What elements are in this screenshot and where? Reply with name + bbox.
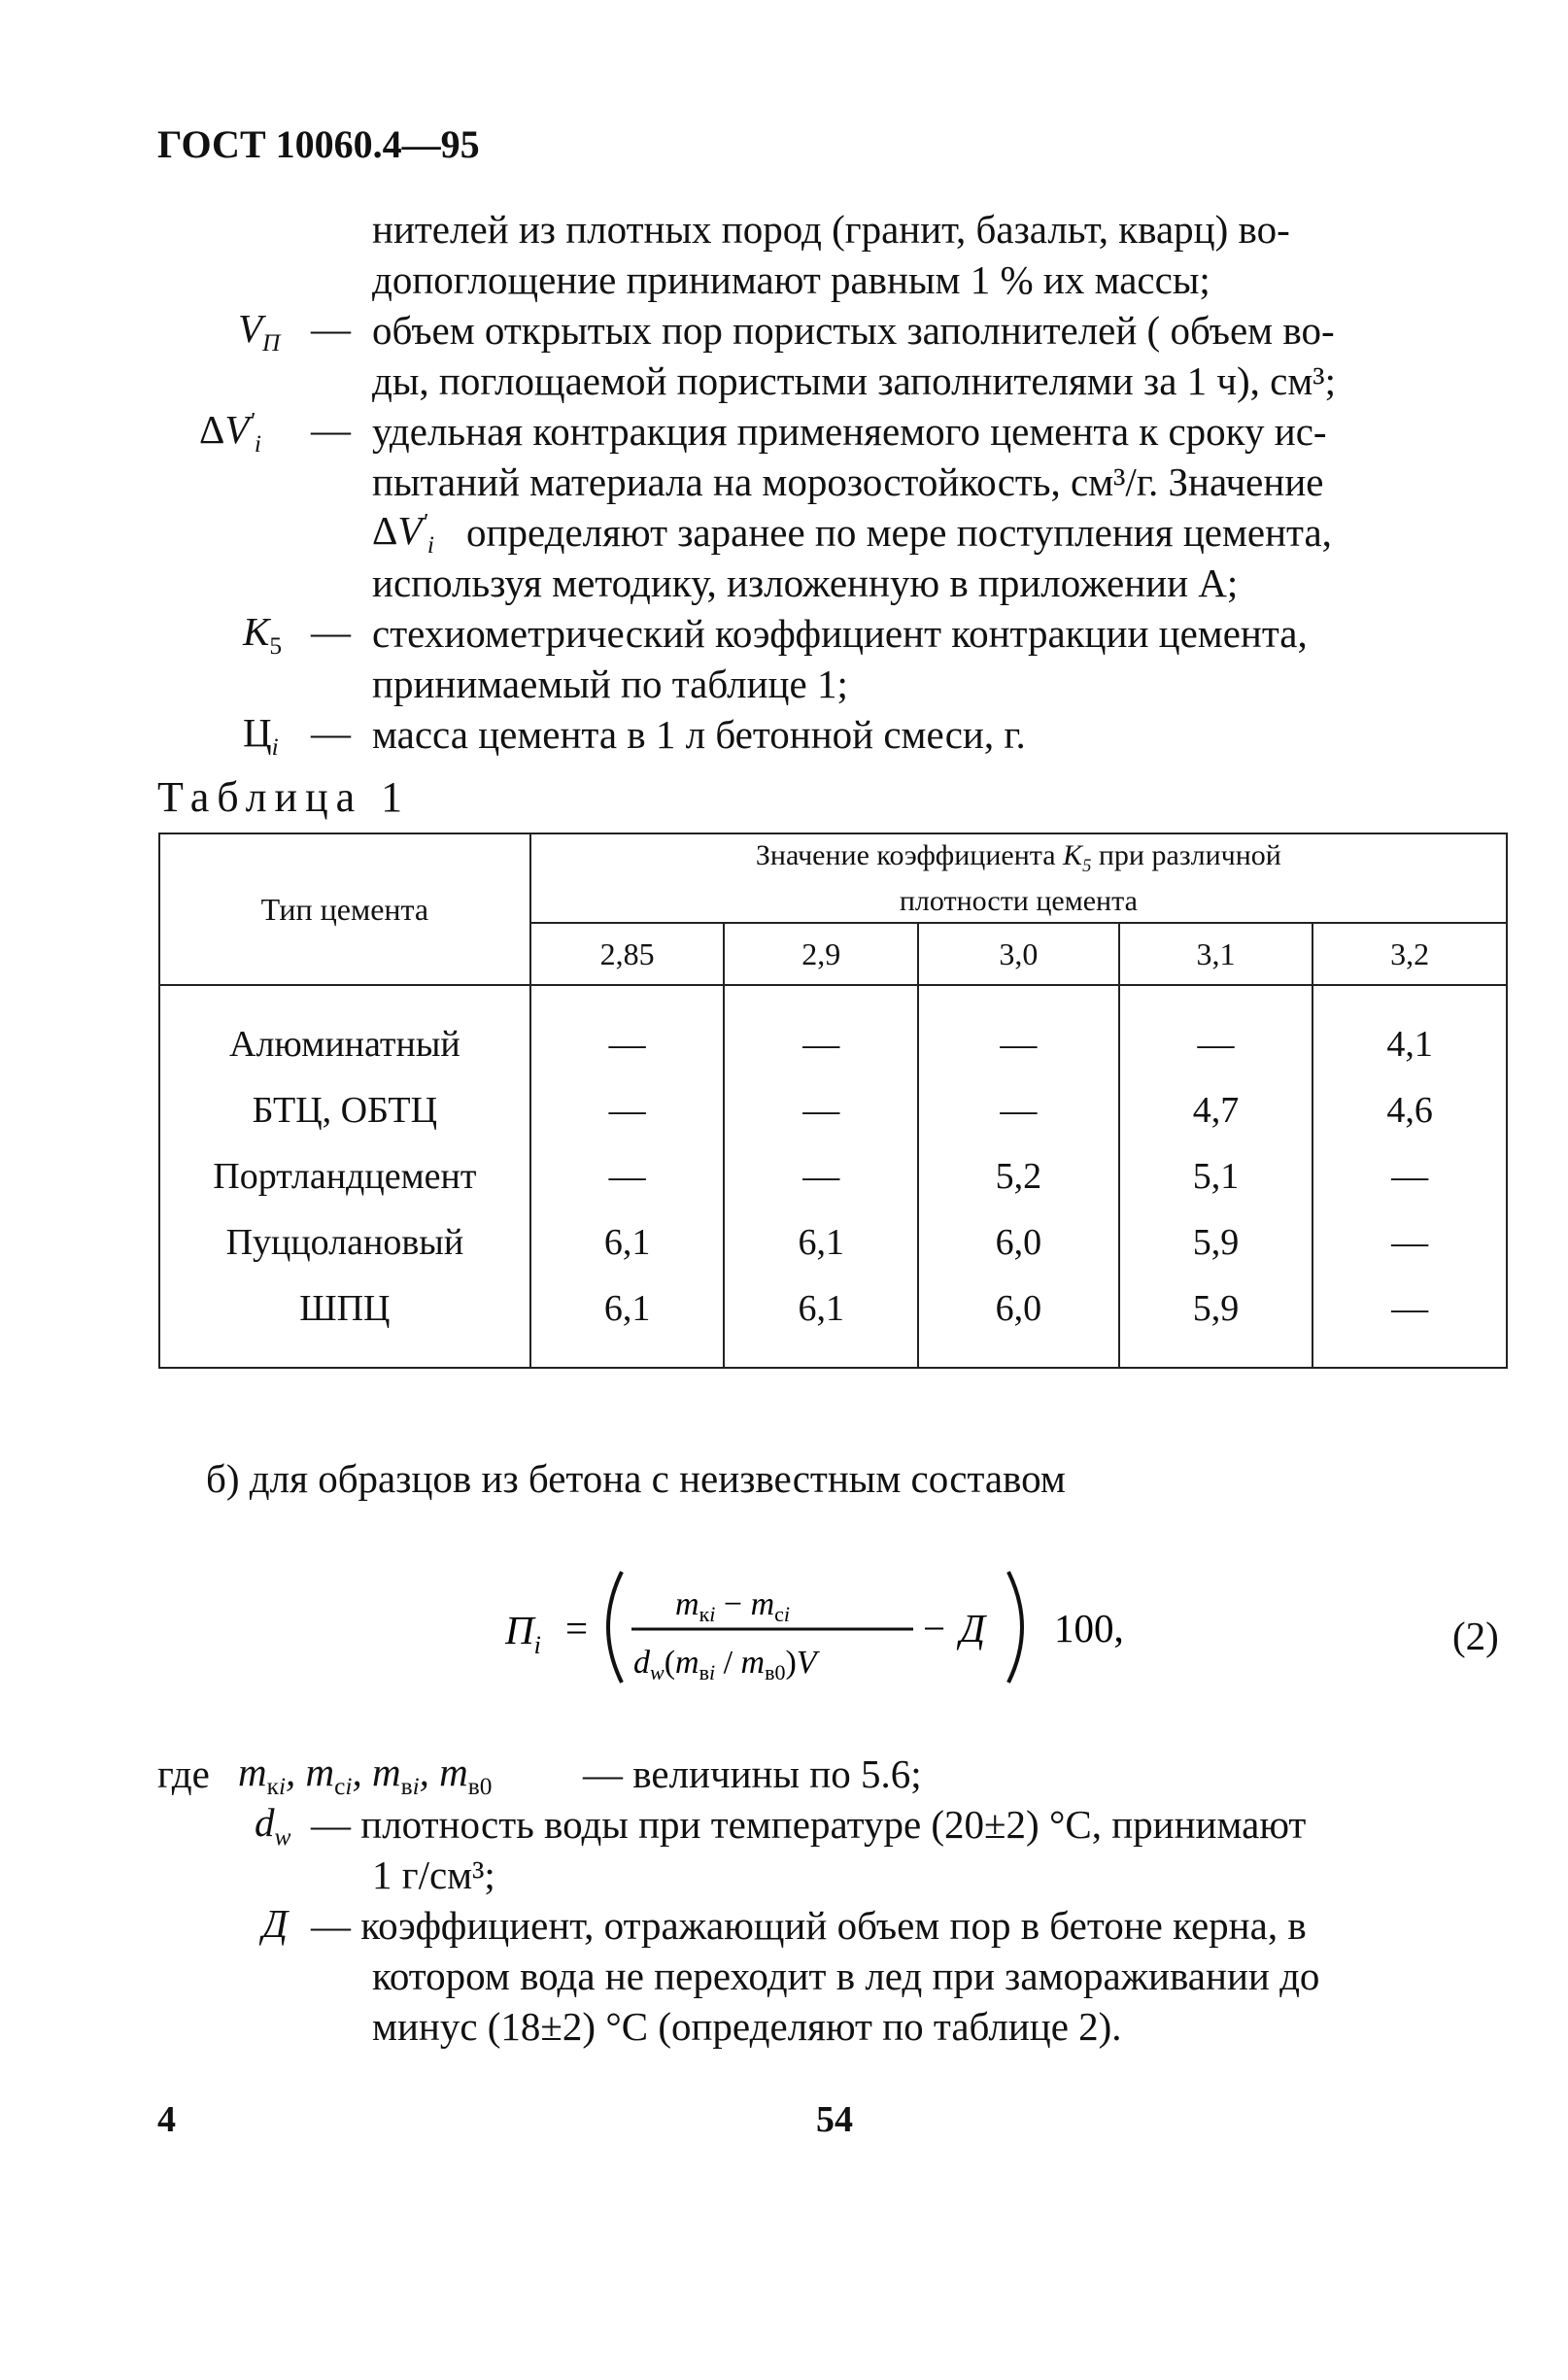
table-row	[159, 985, 1507, 1077]
cement-type: БТЦ, ОБТЦ	[159, 1077, 530, 1143]
vp-line-2: ды, поглощаемой пористыми заполнителями за 1 ч), см³;	[372, 358, 1336, 403]
formula-factor: 100,	[1054, 1606, 1124, 1650]
table-cell: —	[918, 1077, 1119, 1143]
table-cell: —	[1312, 1143, 1507, 1209]
table-cell: —	[724, 1077, 918, 1143]
d-line-1: — коэффициент, отражающий объем пор в бетоне керна, в	[311, 1903, 1307, 1948]
dv-dash: —	[311, 407, 351, 452]
dv-line-3: определяют заранее по мере поступления цемента,	[466, 510, 1332, 555]
dv-line-1: удельная контракция применяемого цемента к сроку ис-	[372, 409, 1327, 454]
page-number-left: 4	[157, 2099, 176, 2140]
table-header-type: Тип цемента	[159, 833, 530, 985]
cement-type: Алюминатный	[159, 985, 530, 1077]
d-line-2: котором вода не переходит в лед при замораживании до	[372, 1954, 1320, 1998]
cement-type: Портландцемент	[159, 1143, 530, 1209]
dw-line-2: 1 г/см³;	[372, 1853, 495, 1897]
table-cell: —	[1312, 1275, 1507, 1368]
vp-dash: —	[311, 306, 351, 351]
cement-type: Пуццолановый	[159, 1209, 530, 1275]
dw-line-1: — плотность воды при температуре (20±2) °C, принимают	[311, 1802, 1307, 1847]
table-row	[159, 1077, 1507, 1143]
table-cell: —	[724, 1143, 918, 1209]
group-header-text-1: Значение коэффициента	[755, 838, 1056, 871]
where-variables: $m_{кi}$, $m_{сi}$, $m_{вi}$, $m_{в0}$	[238, 1750, 493, 1801]
page-number-center: 54	[816, 2099, 853, 2140]
vp-line-1: объем открытых пор пористых заполнителей ( объем во-	[372, 308, 1335, 353]
table-header-group	[530, 833, 1507, 923]
symbol-delta-v-inline: $\Delta V'_i$	[372, 508, 434, 560]
ci-line-1: масса цемента в 1 л бетонной смеси, г.	[372, 712, 1026, 757]
group-header-text-3: плотности цемента	[899, 884, 1138, 917]
continuation-line-2: допоглощение принимают равным 1 % их массы;	[372, 257, 1210, 302]
density-header: 3,0	[918, 923, 1119, 985]
dv-line-2: пытаний материала на морозостойкость, см³/г. Значение	[372, 459, 1324, 504]
table-cell: —	[1119, 985, 1313, 1077]
cement-type: ШПЦ	[159, 1275, 530, 1368]
formula-equals: =	[565, 1606, 589, 1650]
table-title: Таблица 1	[157, 773, 411, 821]
table-cell: 5,2	[918, 1143, 1119, 1209]
where-lead: где	[157, 1751, 210, 1796]
formula-2	[505, 1564, 1185, 1690]
density-header: 2,9	[724, 923, 918, 985]
d-line-3: минус (18±2) °C (определяют по таблице 2).	[372, 2004, 1122, 2049]
table-cell: 4,1	[1312, 985, 1507, 1077]
table-cell: 4,6	[1312, 1077, 1507, 1143]
table-cell: —	[530, 985, 725, 1077]
table-cell: 5,1	[1119, 1143, 1313, 1209]
symbol-dw: $d_w$	[255, 1800, 291, 1852]
document-header: ГОСТ 10060.4—95	[157, 122, 480, 166]
right-paren	[1008, 1572, 1022, 1683]
table-cell: 4,7	[1119, 1077, 1313, 1143]
table-cell: 6,1	[530, 1275, 725, 1368]
where-vars-text: — величины по 5.6;	[583, 1751, 922, 1796]
left-paren	[608, 1572, 622, 1683]
symbol-d: Д	[262, 1901, 289, 1946]
symbol-k5: $K_5$	[243, 609, 283, 661]
symbol-ci: $Ц_i$	[243, 710, 279, 762]
table-cell: 6,0	[918, 1209, 1119, 1275]
group-header-text-2: при различной	[1098, 838, 1281, 871]
table-cell: 5,9	[1119, 1275, 1313, 1368]
table-cell: 6,1	[724, 1275, 918, 1368]
table-k5	[158, 833, 1508, 1369]
table-cell: 6,1	[530, 1209, 725, 1275]
k5-line-1: стехиометрический коэффициент контракции цемента,	[372, 611, 1308, 656]
density-header: 2,85	[530, 923, 725, 985]
table-row	[159, 1275, 1507, 1368]
table-cell: —	[1312, 1209, 1507, 1275]
formula-minus: −	[923, 1606, 946, 1650]
table-cell: —	[530, 1143, 725, 1209]
table-row	[159, 1209, 1507, 1275]
symbol-vp: $V_П$	[238, 306, 281, 357]
table-row	[159, 1143, 1507, 1209]
table-cell: —	[724, 985, 918, 1077]
formula-lhs: $П_i$	[505, 1608, 541, 1659]
continuation-line-1: нителей из плотных пород (гранит, базальт, кварц) во-	[372, 207, 1290, 252]
table-cell: —	[918, 985, 1119, 1077]
ci-dash: —	[311, 710, 351, 755]
table-cell: 6,1	[724, 1209, 918, 1275]
k5-line-2: принимаемый по таблице 1;	[372, 662, 848, 706]
table-cell: 6,0	[918, 1275, 1119, 1368]
table-cell: 5,9	[1119, 1209, 1313, 1275]
paragraph-b: б) для образцов из бетона с неизвестным составом	[206, 1456, 1066, 1501]
table-cell: —	[530, 1077, 725, 1143]
formula-numerator: $m_кi - m_сi$	[675, 1586, 791, 1626]
k5-dash: —	[311, 609, 351, 654]
equation-number: (2)	[1452, 1614, 1499, 1658]
formula-denominator: $d_w(m_вi / m_{в0})V$	[633, 1645, 817, 1684]
density-header: 3,1	[1119, 923, 1313, 985]
group-header-k5: $K_5$	[1063, 838, 1092, 876]
symbol-delta-v: $\Delta V'_i$	[199, 407, 261, 459]
density-header: 3,2	[1312, 923, 1507, 985]
formula-d: Д	[960, 1606, 986, 1650]
dv-line-4: используя методику, изложенную в приложении А;	[372, 561, 1239, 605]
